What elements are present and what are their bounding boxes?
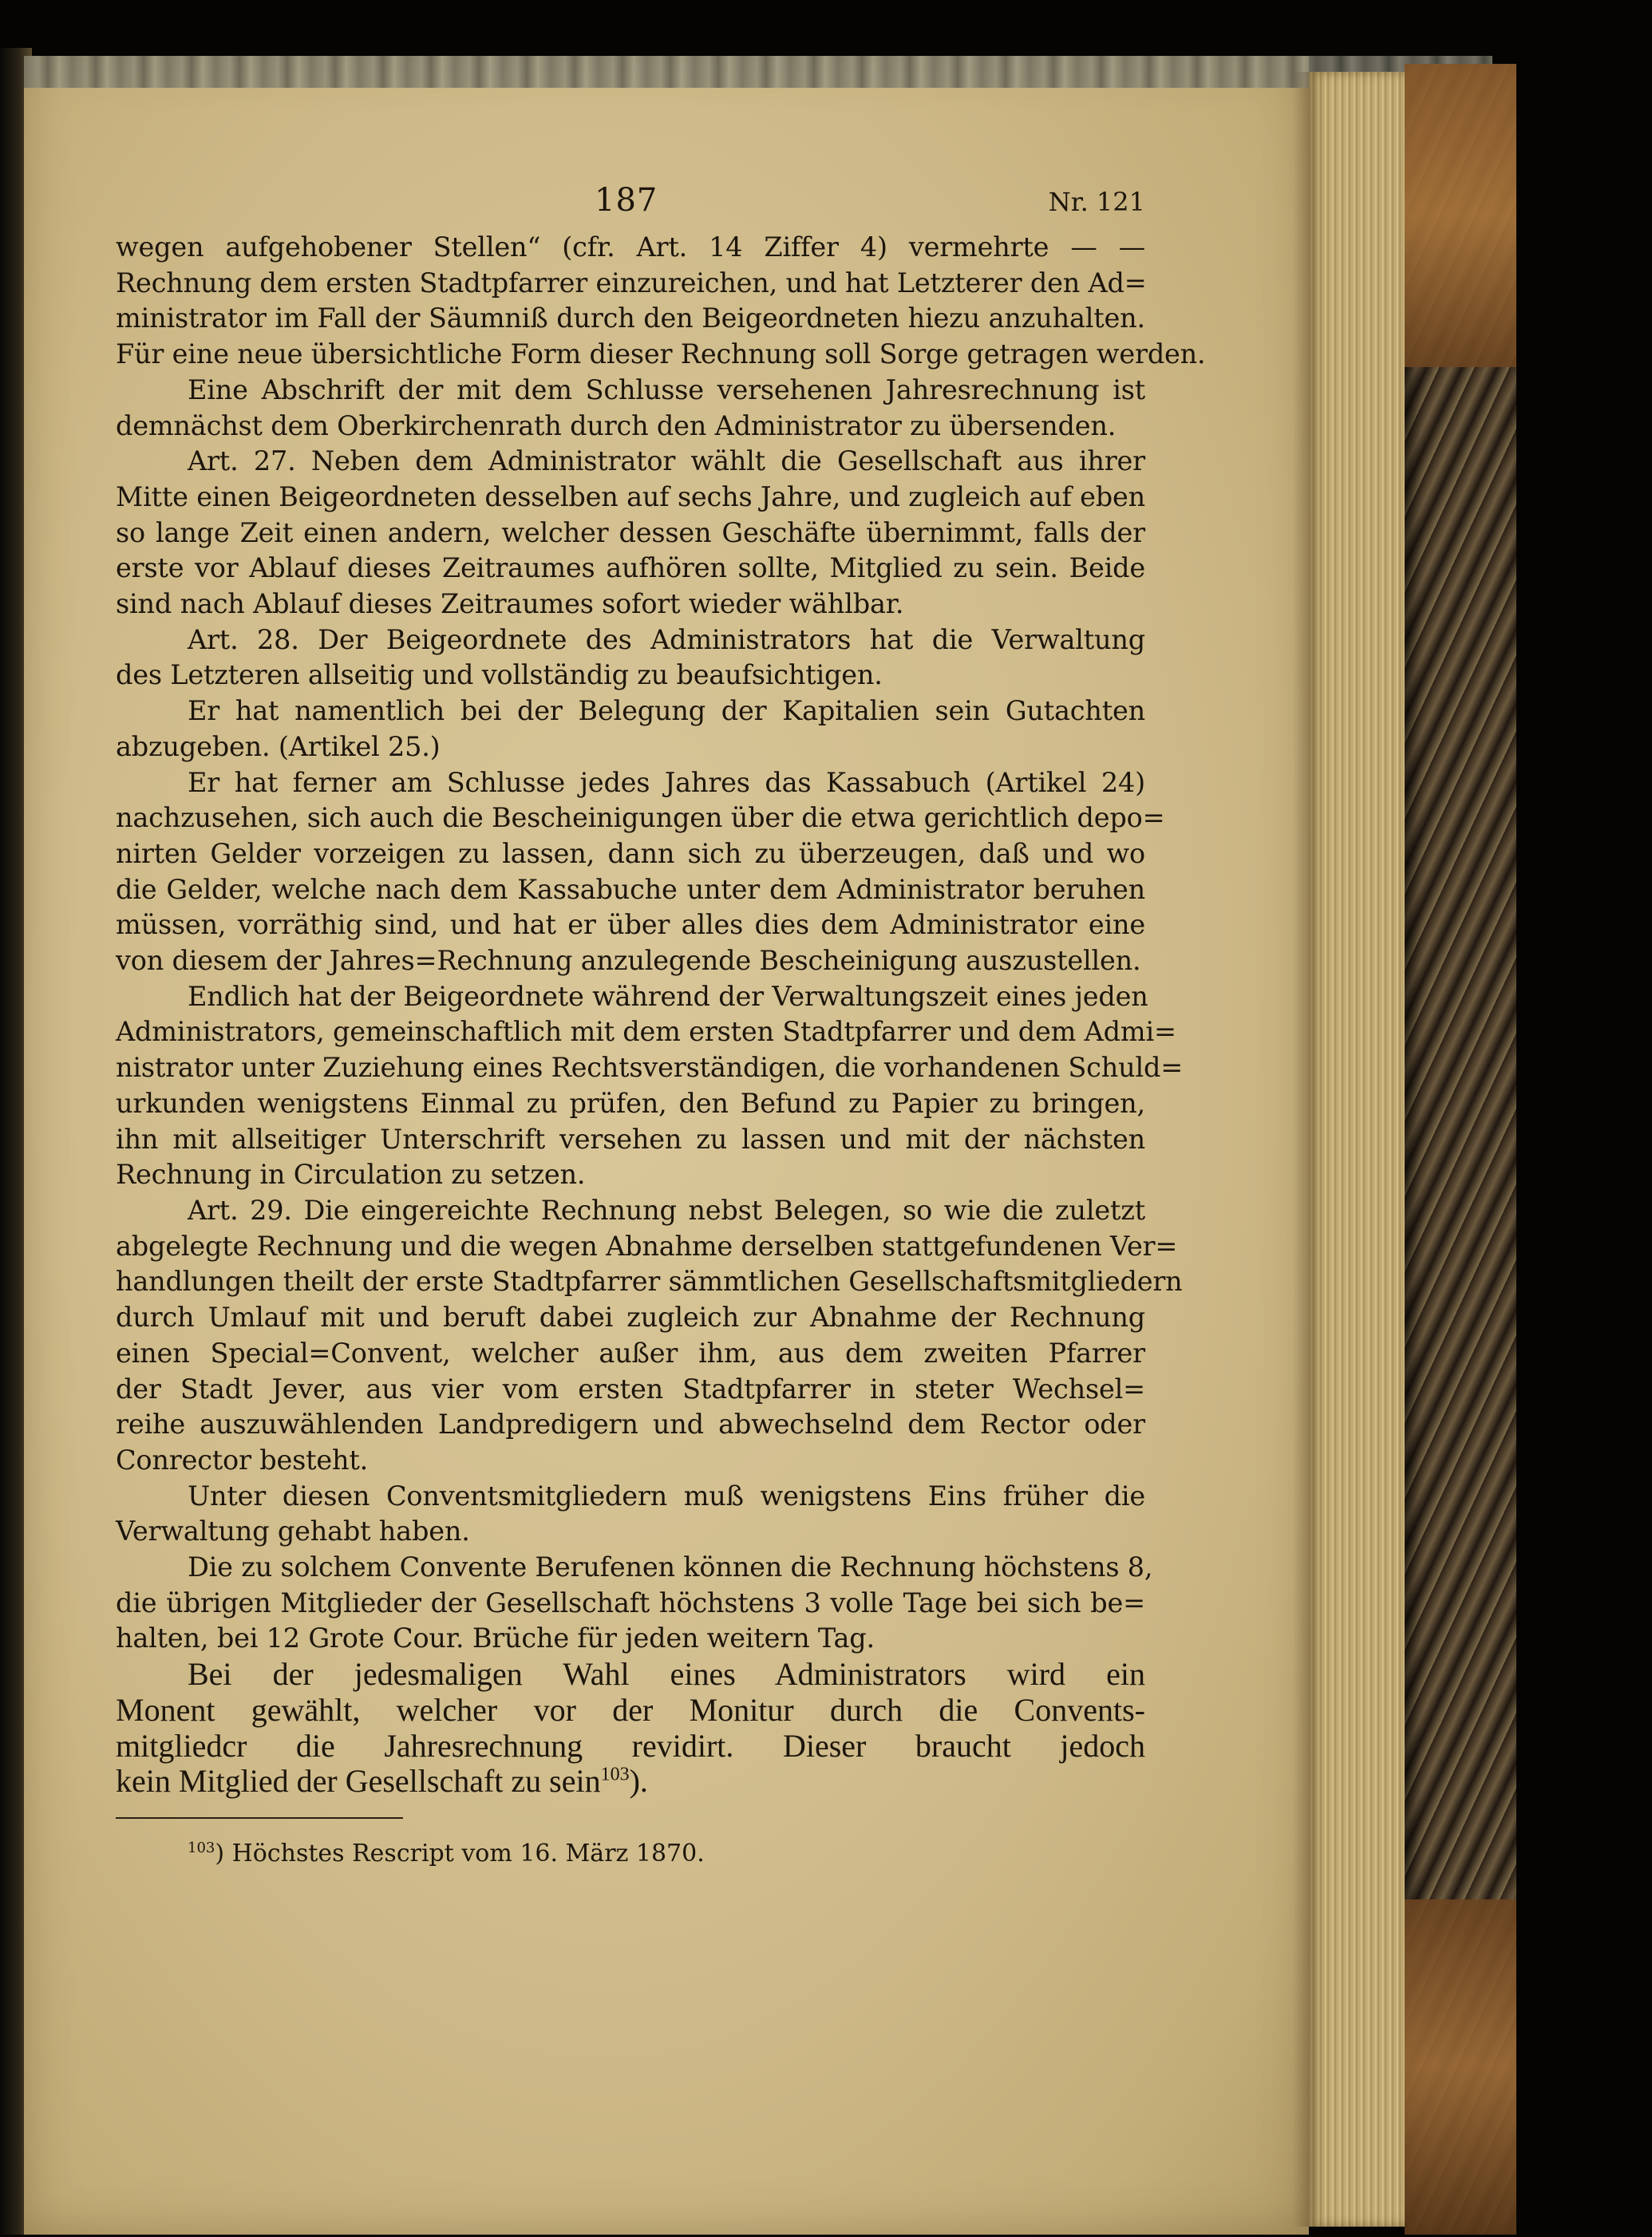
text-line: Für eine neue übersichtliche Form dieser Rechnung soll Sorge getragen werden. [116, 338, 1206, 370]
footnote-divider [116, 1817, 403, 1819]
text-line [116, 1764, 1145, 1800]
running-header [116, 182, 1145, 230]
text-line: nirten Gelder vorzeigen zu lassen, dann sich zu überzeugen, daß und wo [116, 837, 1145, 869]
text-line: Er hat ferner am Schlusse jedes Jahres das Kassabuch (Artikel 24) [188, 766, 1145, 798]
text-line: der Stadt Jever, aus vier vom ersten Stadtpfarrer in steter Wechsel= [116, 1373, 1145, 1405]
text-line: Verwaltung gehabt haben. [116, 1516, 470, 1547]
text-line: sind nach Ablauf dieses Zeitraumes sofort wieder wählbar. [116, 588, 904, 620]
text-line: halten, bei 12 Grote Cour. Brüche für jeden weitern Tag. [116, 1622, 875, 1654]
footnote-text: ) Höchstes Rescript vom 16. März 1870. [215, 1839, 705, 1867]
fraktur-body [116, 230, 1206, 1657]
text-line: abzugeben. (Artikel 25.) [116, 730, 441, 762]
text-line: Conrector besteht. [116, 1444, 369, 1476]
text-line: Rechnung dem ersten Stadtpfarrer einzureichen, und hat Letzterer den Ad= [116, 267, 1147, 298]
text-line: ihn mit allseitiger Unterschrift versehen zu lassen und mit der nächsten [116, 1123, 1145, 1155]
text-line: Bei der jedesmaligen Wahl eines Administrators wird ein [188, 1656, 1145, 1693]
footnote-mark: 103 [188, 1839, 215, 1856]
text-line: müssen, vorräthig sind, und hat er über alles dies dem Administrator eine [116, 909, 1145, 941]
antiqua-insert-paragraph [116, 1657, 1145, 1800]
cover-leather-bottom [1405, 1899, 1516, 2235]
text-line: erste vor Ablauf dieses Zeitraumes aufhören sollte, Mitglied zu sein. Beide [116, 552, 1145, 584]
text-line: nistrator unter Zuziehung eines Rechtsverständigen, die vorhandenen Schuld= [116, 1052, 1184, 1084]
text-line: urkunden wenigstens Einmal zu prüfen, den Befund zu Papier zu bringen, [116, 1087, 1145, 1119]
text-fragment: ). [629, 1763, 648, 1800]
footnote-reference: 103 [600, 1764, 630, 1785]
text-line: Eine Abschrift der mit dem Schlusse versehenen Jahresrechnung ist [188, 373, 1145, 405]
text-line: so lange Zeit einen andern, welcher dessen Geschäfte übernimmt, falls der [116, 516, 1145, 548]
text-line: wegen aufgehobener Stellen“ (cfr. Art. 14 Ziffer 4) vermehrte — — [116, 231, 1145, 263]
text-line: durch Umlauf mit und beruft dabei zugleich zur Abnahme der Rechnung [116, 1302, 1145, 1334]
document-number: Nr. 121 [1048, 187, 1145, 217]
text-line: Mitte einen Beigeordneten desselben auf sechs Jahre, und zugleich auf eben [116, 480, 1145, 512]
text-line: einen Special=Convent, welcher außer ihm, aus dem zweiten Pfarrer [116, 1337, 1145, 1369]
text-line: Rechnung in Circulation zu setzen. [116, 1159, 586, 1191]
text-line: reihe auszuwählenden Landpredigern und abwechselnd dem Rector oder [116, 1409, 1145, 1441]
article-29-heading-line: Art. 29. Die eingereichte Rechnung nebst Belegen, so wie die zuletzt [188, 1194, 1145, 1226]
text-line: Unter diesen Conventsmitgliedern muß wenigstens Eins früher die [188, 1480, 1145, 1512]
page-number: 187 [595, 182, 658, 219]
text-line: von diesem der Jahres=Rechnung anzulegende Bescheinigung auszustellen. [116, 945, 1141, 977]
text-line: Administrators, gemeinschaftlich mit dem ersten Stadtpfarrer und dem Admi= [116, 1016, 1176, 1048]
text-line: mitgliedcr die Jahresrechnung revidirt. Dieser braucht jedoch [116, 1727, 1145, 1764]
text-line: Die zu solchem Convente Berufenen können die Rechnung höchstens 8, [188, 1551, 1153, 1583]
text-line: Monent gewählt, welcher vor der Monitur durch die Convents- [116, 1691, 1145, 1728]
text-line: die Gelder, welche nach dem Kassabuche unter dem Administrator beruhen [116, 873, 1145, 905]
page-block-edges [1309, 72, 1405, 2227]
page-text-block [116, 182, 1206, 1870]
text-line: ministrator im Fall der Säumniß durch den Beigeordneten hiezu anzuhalten. [116, 302, 1145, 334]
text-line: die übrigen Mitglieder der Gesellschaft höchstens 3 volle Tage bei sich be= [116, 1587, 1145, 1618]
text-line: abgelegte Rechnung und die wegen Abnahme derselben stattgefundenen Ver= [116, 1230, 1178, 1262]
article-27-heading-line: Art. 27. Neben dem Administrator wählt die Gesellschaft aus ihrer [188, 445, 1145, 477]
footnote [116, 1838, 1145, 1870]
text-line: des Letzteren allseitig und vollständig zu beaufsichtigen. [116, 659, 883, 691]
text-line: nachzusehen, sich auch die Bescheinigungen über die etwa gerichtlich depo= [116, 802, 1165, 834]
text-line: Er hat namentlich bei der Belegung der Kapitalien sein Gutachten [188, 695, 1145, 727]
text-fragment: kein Mitglied der Gesellschaft zu sein [116, 1763, 601, 1800]
top-paper-strip [24, 56, 1492, 88]
article-28-heading-line: Art. 28. Der Beigeordnete des Administrators hat die Verwaltung [188, 623, 1145, 655]
text-line: Endlich hat der Beigeordnete während der Verwaltungszeit eines jeden [188, 980, 1148, 1012]
text-line: handlungen theilt der erste Stadtpfarrer sämmtlichen Gesellschaftsmitgliedern [116, 1266, 1183, 1298]
cover-leather-top [1405, 64, 1516, 367]
text-line: demnächst dem Oberkirchenrath durch den Administrator zu übersenden. [116, 409, 1116, 441]
